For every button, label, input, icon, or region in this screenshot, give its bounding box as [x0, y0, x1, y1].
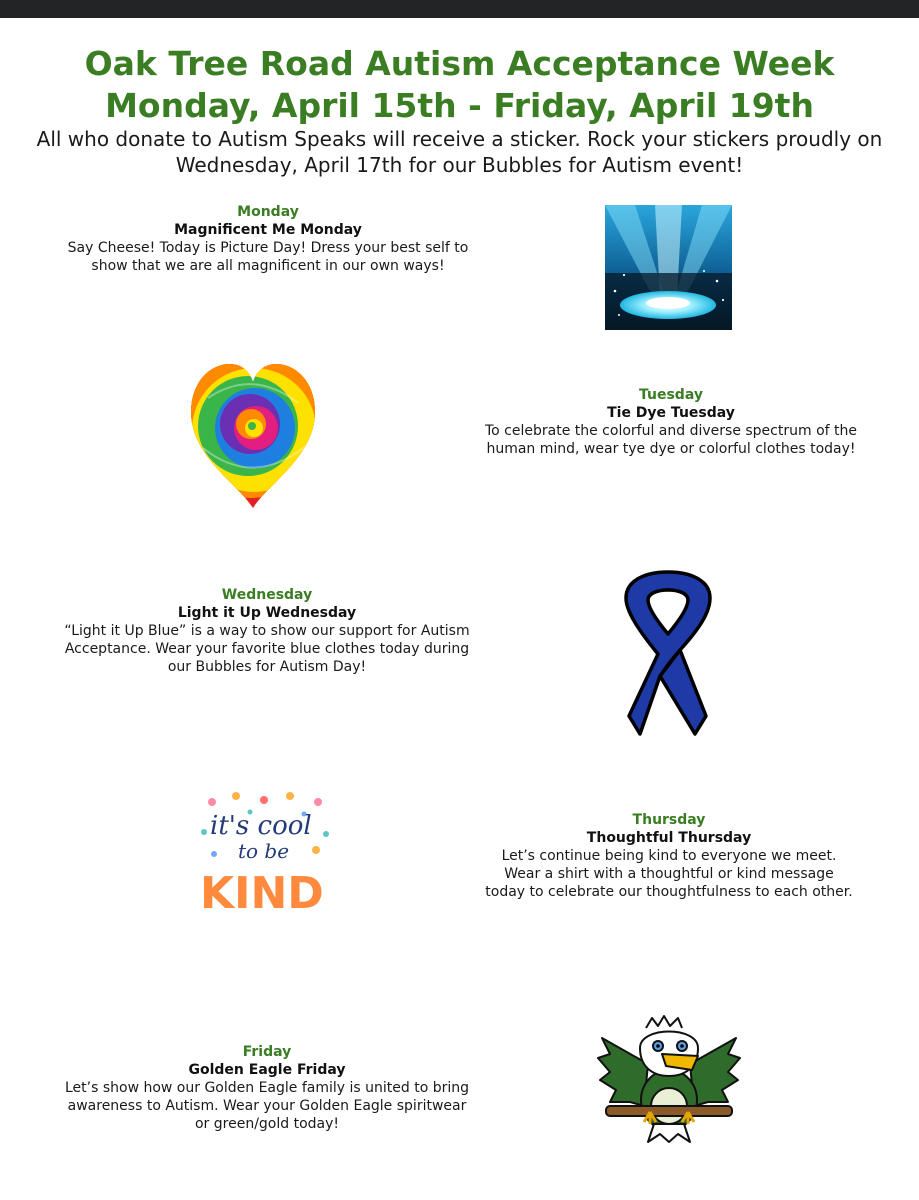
- wednesday-block: [62, 586, 472, 676]
- tie-dye-heart-image: [188, 358, 318, 510]
- day-label: Monday: [237, 204, 299, 220]
- theme-title: Golden Eagle Friday: [188, 1062, 346, 1078]
- golden-eagle-mascot-image: [596, 1014, 742, 1144]
- sticker-text-line2: to be: [238, 839, 290, 863]
- blue-ribbon-image: [620, 568, 716, 738]
- theme-title: Light it Up Wednesday: [177, 605, 357, 621]
- theme-title: Magnificent Me Monday: [174, 222, 362, 238]
- intro-text: All who donate to Autism Speaks will receive a sticker. Rock your stickers proudly on Wednesday, April 17th for our Bubbles for Autism event!: [36, 127, 883, 177]
- friday-block: [62, 1043, 472, 1133]
- monday-block: [56, 203, 480, 275]
- day-label: Friday: [242, 1044, 292, 1060]
- cool-to-be-kind-sticker: [194, 788, 342, 916]
- day-label: Thursday: [632, 812, 706, 828]
- thursday-block: [484, 811, 854, 901]
- sticker-kind-word: KIND: [200, 868, 324, 916]
- theme-description: Let’s continue being kind to everyone we meet. Wear a shirt with a thoughtful or kind message today to celebrate our thoughtfulness to each other.: [485, 848, 853, 900]
- top-bar: [0, 0, 919, 18]
- page-title: Oak Tree Road Autism Acceptance Week: [84, 44, 835, 83]
- theme-description: To celebrate the colorful and diverse spectrum of the human mind, wear tye dye or colorful clothes today!: [484, 423, 857, 457]
- theme-title: Thoughtful Thursday: [586, 830, 752, 846]
- day-label: Wednesday: [221, 587, 313, 603]
- date-range-title: Monday, April 15th - Friday, April 19th: [105, 86, 814, 125]
- tuesday-block: [478, 386, 864, 458]
- theme-description: Let’s show how our Golden Eagle family is united to bring awareness to Autism. Wear your Golden Eagle spiritwear or green/gold today!: [64, 1080, 470, 1132]
- day-label: Tuesday: [639, 387, 703, 403]
- theme-description: Say Cheese! Today is Picture Day! Dress your best self to show that we are all magnificent in our own ways!: [67, 240, 469, 274]
- sticker-text-line1: it's cool: [210, 811, 312, 841]
- theme-description: “Light it Up Blue” is a way to show our support for Autism Acceptance. Wear your favorite blue clothes today during our Bubbles for Autism Day!: [64, 623, 470, 675]
- spotlight-stage-image: [605, 205, 732, 330]
- theme-title: Tie Dye Tuesday: [607, 405, 735, 421]
